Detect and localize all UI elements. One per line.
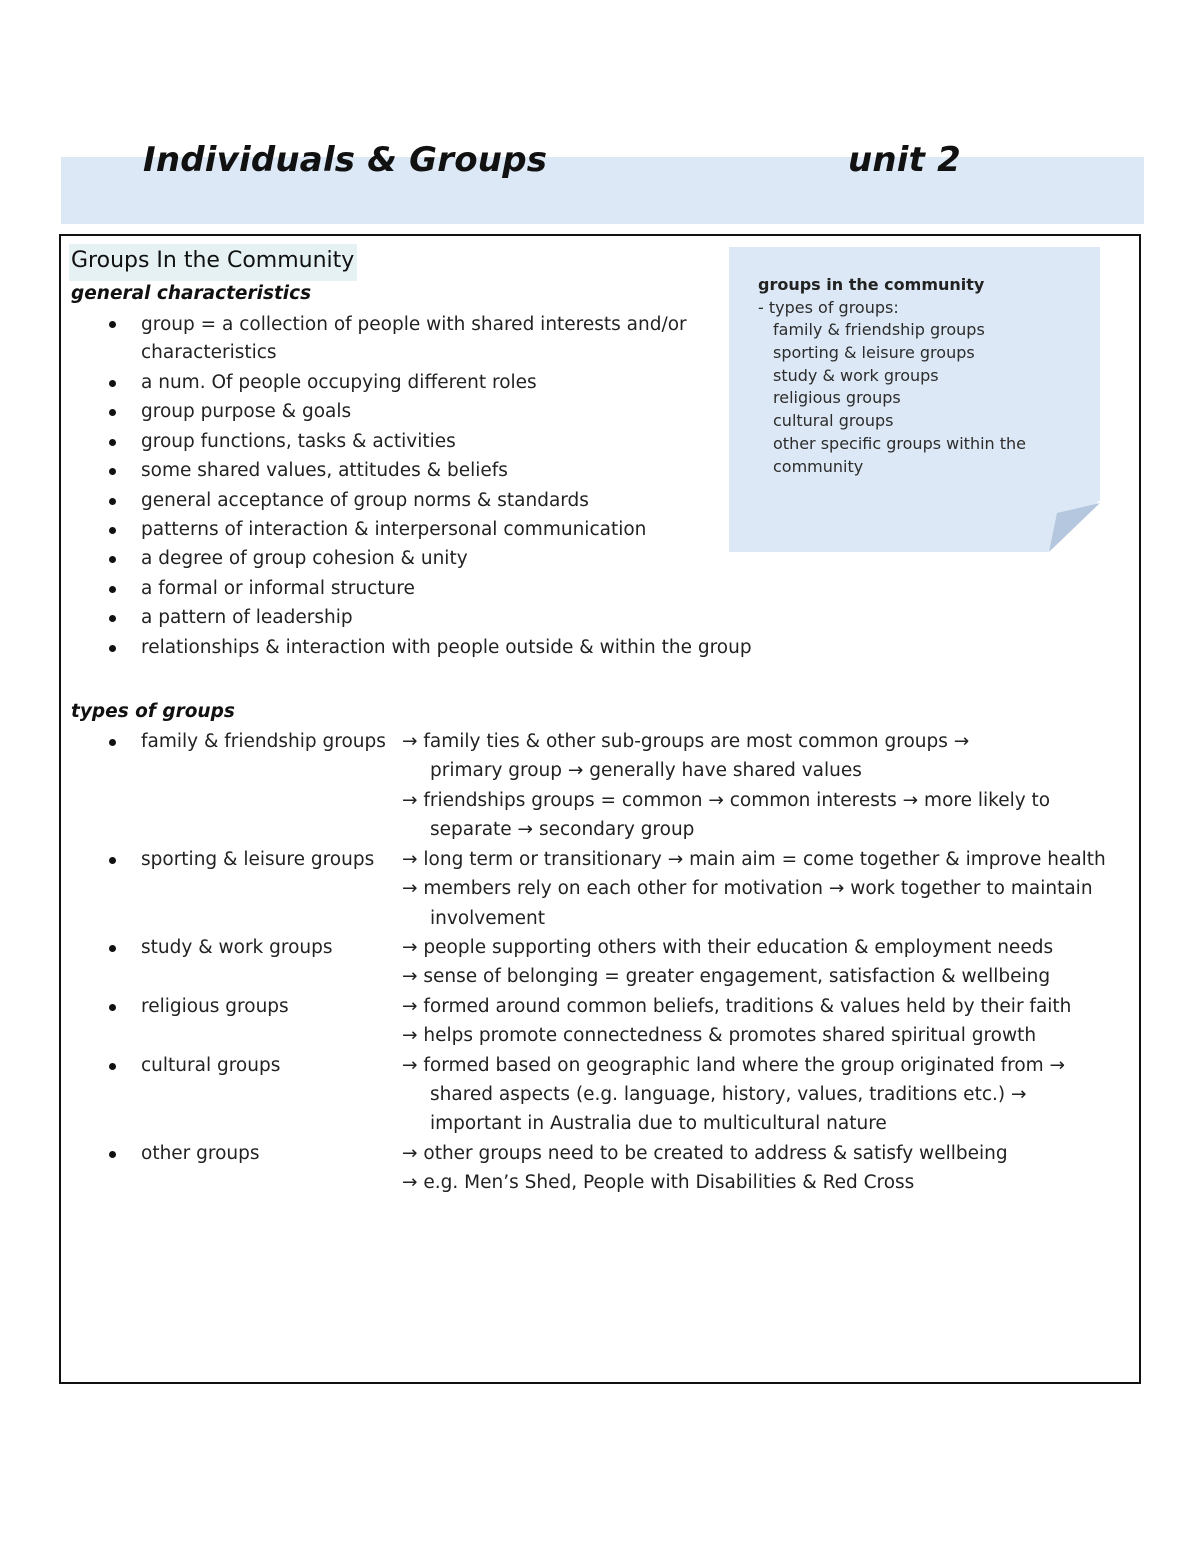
page-curl-icon [1049, 503, 1100, 552]
sticky-note-line: cultural groups [773, 411, 894, 430]
group-type-detail: → people supporting others with their education & employment needs [402, 937, 1054, 958]
group-type-detail: → e.g. Men’s Shed, People with Disabilities & Red Cross [402, 1172, 915, 1193]
group-type-detail: primary group → generally have shared values [430, 760, 862, 781]
group-type-name: study & work groups [141, 937, 333, 958]
sticky-note-line: other specific groups within the [773, 434, 1027, 453]
general-characteristics-heading: general characteristics [71, 283, 312, 304]
group-type-detail: → other groups need to be created to address & satisfy wellbeing [402, 1143, 1008, 1164]
group-type-name: family & friendship groups [141, 731, 386, 752]
list-item: general acceptance of group norms & standards [141, 490, 589, 511]
bullet [109, 1063, 116, 1070]
list-item: relationships & interaction with people outside & within the group [141, 637, 752, 658]
page-title: Individuals & Groups [143, 140, 548, 180]
group-type-name: sporting & leisure groups [141, 849, 375, 870]
sticky-note-line: family & friendship groups [773, 320, 985, 339]
list-item: group = a collection of people with shared interests and/or [141, 314, 687, 335]
sticky-note-line: community [773, 457, 864, 476]
list-item: group purpose & goals [141, 401, 352, 422]
bullet [109, 439, 116, 446]
bullet [109, 645, 116, 652]
group-type-detail: → formed around common beliefs, traditions & values held by their faith [402, 996, 1072, 1017]
bullet [109, 586, 116, 593]
bullet [109, 1151, 116, 1158]
group-type-detail: → family ties & other sub-groups are most common groups → [402, 731, 970, 752]
group-type-detail: → members rely on each other for motivation → work together to maintain [402, 878, 1093, 899]
bullet [109, 945, 116, 952]
unit-label: unit 2 [848, 140, 962, 180]
bullet [109, 498, 116, 505]
types-of-groups-heading: types of groups [71, 701, 235, 722]
group-type-detail: shared aspects (e.g. language, history, values, traditions etc.) → [430, 1084, 1027, 1105]
group-type-detail: → formed based on geographic land where the group originated from → [402, 1055, 1066, 1076]
group-type-name: other groups [141, 1143, 260, 1164]
bullet [109, 556, 116, 563]
list-item-continuation: characteristics [141, 342, 277, 363]
sticky-note-line: religious groups [773, 388, 901, 407]
bullet [109, 615, 116, 622]
group-type-detail: → sense of belonging = greater engagement, satisfaction & wellbeing [402, 966, 1051, 987]
bullet [109, 857, 116, 864]
bullet [109, 321, 116, 328]
group-type-name: cultural groups [141, 1055, 281, 1076]
sticky-note-line: - types of groups: [758, 298, 899, 317]
sticky-note-line: study & work groups [773, 366, 939, 385]
group-type-detail: involvement [430, 908, 545, 929]
bullet [109, 1004, 116, 1011]
bullet [109, 468, 116, 475]
bullet [109, 527, 116, 534]
list-item: a num. Of people occupying different roles [141, 372, 537, 393]
bullet [109, 739, 116, 746]
group-type-detail: → helps promote connectedness & promotes shared spiritual growth [402, 1025, 1037, 1046]
sticky-note-title: groups in the community [758, 275, 985, 294]
list-item: a pattern of leadership [141, 607, 353, 628]
list-item: group functions, tasks & activities [141, 431, 456, 452]
list-item: a degree of group cohesion & unity [141, 548, 468, 569]
group-type-detail: → long term or transitionary → main aim = come together & improve health [402, 849, 1106, 870]
list-item: some shared values, attitudes & beliefs [141, 460, 508, 481]
group-type-detail: → friendships groups = common → common interests → more likely to [402, 790, 1051, 811]
group-type-name: religious groups [141, 996, 289, 1017]
bullet [109, 380, 116, 387]
bullet [109, 409, 116, 416]
section-heading: Groups In the Community [69, 244, 357, 281]
sticky-note-line: sporting & leisure groups [773, 343, 975, 362]
group-type-detail: important in Australia due to multicultural nature [430, 1113, 887, 1134]
list-item: a formal or informal structure [141, 578, 415, 599]
list-item: patterns of interaction & interpersonal communication [141, 519, 647, 540]
group-type-detail: separate → secondary group [430, 819, 695, 840]
